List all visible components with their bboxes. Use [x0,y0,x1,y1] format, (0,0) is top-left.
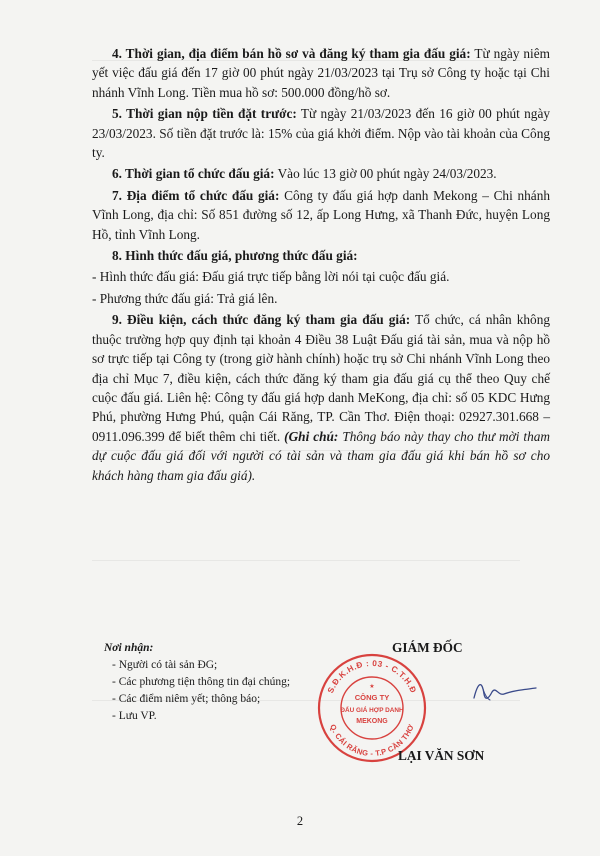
note-label: (Ghi chú: [284,428,339,444]
bleed-through-line [92,560,520,561]
section-6-text: Vào lúc 13 giờ 00 phút ngày 24/03/2023. [274,166,497,182]
recipient-item: - Các phương tiện thông tin đại chúng; [112,676,291,688]
handwritten-signature [470,676,540,706]
section-6-heading: 6. Thời gian tổ chức đấu giá: [112,166,275,182]
recipients-title: Nơi nhận: [104,642,154,654]
section-4-text: Từ ngày niêm yết việc đấu giá đến 17 giờ 00 phút ngày 21/03/2023 tại Trụ sở Công ty hoặc tại Chi nhánh Vĩnh Long. Tiền mua hồ sơ: 500.000 đồng/hồ sơ. [92,46,550,100]
seal-center-line: ĐẤU GIÁ HỢP DANH [340,707,404,714]
seal-top-text: S.Đ.K.H.Đ : 03 - C.T.H.Đ [325,658,419,695]
section-4 [92,44,550,102]
seal-star-icon: ★ [369,683,375,690]
section-5 [92,104,550,162]
seal-bottom-text: Q. CÁI RĂNG - T.P CẦN THƠ [328,722,416,759]
section-7 [92,186,550,244]
recipients-block [92,640,352,725]
section-7-text: Công ty đấu giá hợp danh Mekong – Chi nhánh Vĩnh Long, địa chỉ: Số 851 đường số 12, ấp Long Hưng, xã Thanh Đức, huyện Long Hồ, tỉnh Vĩnh Long. [92,187,550,242]
seal-center-line: CÔNG TY [354,693,390,702]
section-9-text: Tổ chức, cá nhân không thuộc trường hợp quy định tại khoản 4 Điều 38 Luật Đấu giá tài sản, mua và nộp hồ sơ trực tiếp tại Công ty (trong giờ hành chính) hoặc trụ sở Chi nhánh Vĩnh Long theo địa chỉ Mục 7, điều kiện, cách thức đăng ký tham gia đấu giá cụ thể theo Quy chế cuộc đấu giá. Liên hệ: Công ty đấu giá hợp danh MeKong, địa chỉ: số 05 KDC Hưng Phú, phường Hưng Phú, quận Cái Răng, TP. Cần Thơ. Điện thoại: 02927.301.668 – 0911.096.399 để biết thêm chi tiết. [92,312,550,444]
section-6 [92,164,550,183]
section-8-heading: 8. Hình thức đấu giá, phương thức đấu giá: [112,248,358,264]
signatory-title: GIÁM ĐỐC [392,640,463,655]
section-8-item: - Hình thức đấu giá: Đấu giá trực tiếp bằng lời nói tại cuộc đấu giá. [92,269,450,285]
page-number: 2 [296,814,304,828]
notice-body [92,44,550,487]
note-text: Thông báo này thay cho thư mời tham dự cuộc đấu giá đối với người có tài sản và tham gia đấu giá khi bán hồ sơ cho khách hàng tham gia đấu giá). [92,428,550,483]
section-8-item: - Phương thức đấu giá: Trả giá lên. [92,290,278,306]
section-5-text: Từ ngày 21/03/2023 đến 16 giờ 00 phút ngày 23/03/2023. Số tiền đặt trước là: 15% của giá khởi điểm. Nộp vào tài khoản của Công ty. [92,106,550,161]
section-9 [92,310,550,485]
section-8 [92,246,550,265]
section-4-heading: 4. Thời gian, địa điểm bán hồ sơ và đăng ký tham gia đấu giá: [112,46,471,61]
section-9-heading: 9. Điều kiện, cách thức đăng ký tham gia đấu giá: [112,312,411,328]
signatory-name: LẠI VĂN SƠN [398,748,485,763]
seal-center-line: MEKONG [356,718,388,725]
section-5-heading: 5. Thời gian nộp tiền đặt trước: [112,106,297,122]
recipient-item: - Lưu VP. [112,710,157,722]
section-7-heading: 7. Địa điểm tổ chức đấu giá: [112,187,280,203]
recipient-item: - Người có tài sản ĐG; [112,659,218,671]
recipient-item: - Các điểm niêm yết; thông báo; [112,693,261,705]
